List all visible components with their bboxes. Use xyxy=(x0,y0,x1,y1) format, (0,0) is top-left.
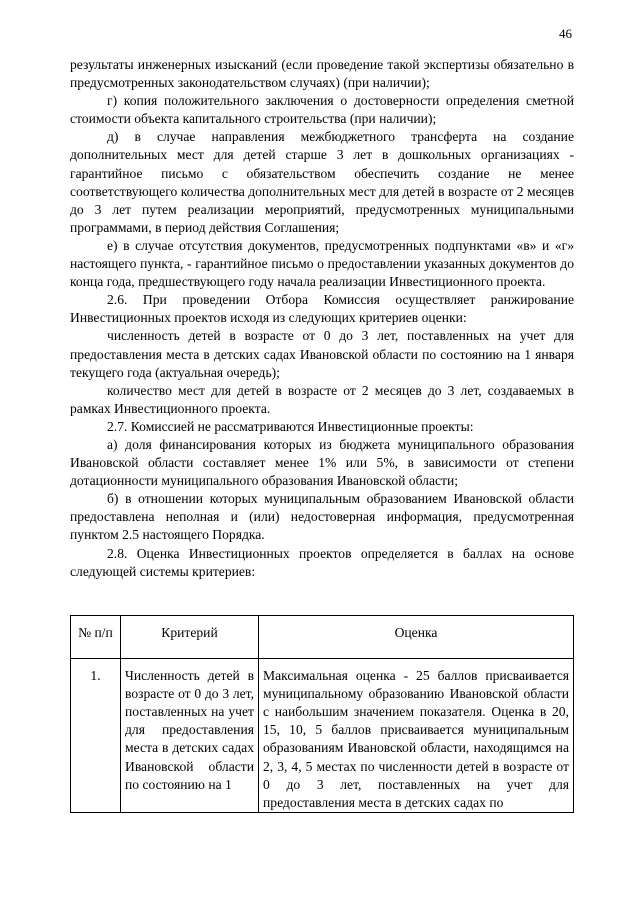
criteria-table xyxy=(70,615,574,813)
page-bottom-margin xyxy=(0,829,640,905)
page-number: 46 xyxy=(559,26,572,41)
row-score: Максимальная оценка - 25 баллов присваивается муниципальному образованию Ивановской области с наибольшим значением показателя. Оценка в 20, 15, 10, 5 баллов присваивается муниципальным образованиям Ивановской области, находящимся на 2, 3, 4, 5 местах по численности детей в возрасте от 0 до 3 лет, поставленных на учет для предоставления места в детских садах по xyxy=(259,659,574,813)
paragraph-criterion-children-count: численность детей в возрасте от 0 до 3 лет, поставленных на учет для предоставления места в детских садах Ивановской области по состоянию на 1 января текущего года (актуальная очередь); xyxy=(70,328,574,380)
paragraph-item-g: г) копия положительного заключения о достоверности определения сметной стоимости объекта капитального строительства (при наличии); xyxy=(70,93,574,127)
table-row xyxy=(71,659,574,813)
header-criterion: Критерий xyxy=(121,616,259,659)
header-number: № п/п xyxy=(71,616,121,659)
paragraph-engineering-surveys: результаты инженерных изысканий (если проведение такой экспертизы обязательно в предусмотренных законодательством случаях) (при наличии); xyxy=(70,57,574,91)
row-criterion: Численность детей в возрасте от 0 до 3 лет, поставленных на учет для предоставления места в детских садах Ивановской области по состоянию на 1 xyxy=(121,659,259,813)
header-score: Оценка xyxy=(259,616,574,659)
paragraph-item-d: д) в случае направления межбюджетного трансферта на создание дополнительных мест для детей старше 3 лет в дошкольных организациях - гарантийное письмо с обязательством обеспечить создание не менее соответствующего количества дополнительных мест для детей в возрасте от 2 месяцев до 3 лет путем реализации мероприятий, предусмотренных муниципальными программами, в период действия Соглашения; xyxy=(70,129,574,235)
paragraph-item-a: а) доля финансирования которых из бюджета муниципального образования Ивановской области составляет менее 1% или 5%, в зависимости от степени дотационности муниципального образования Ивановской области; xyxy=(70,436,574,489)
paragraph-item-b: б) в отношении которых муниципальным образованием Ивановской области предоставлена неполная и (или) недостоверная информация, предусмотренная пунктом 2.5 настоящего Порядка. xyxy=(70,491,574,543)
paragraph-2-8: 2.8. Оценка Инвестиционных проектов определяется в баллах на основе следующей системы критериев: xyxy=(70,545,574,579)
row-number: 1. xyxy=(71,659,121,813)
paragraph-criterion-places-count: количество мест для детей в возрасте от 2 месяцев до 3 лет, создаваемых в рамках Инвестиционного проекта. xyxy=(70,382,574,416)
paragraph-2-7: 2.7. Комиссией не рассматриваются Инвестиционные проекты: xyxy=(107,418,474,434)
paragraph-2-6: 2.6. При проведении Отбора Комиссия осуществляет ранжирование Инвестиционных проектов исходя из следующих критериев оценки: xyxy=(70,292,574,326)
table-header-row xyxy=(71,616,574,659)
document-body xyxy=(70,56,574,581)
paragraph-item-e: е) в случае отсутствия документов, предусмотренных подпунктами «в» и «г» настоящего пункта, - гарантийное письмо о предоставлении указанных документов до конца года, предшествующего году начала реализации Инвестиционного проекта. xyxy=(70,237,574,290)
